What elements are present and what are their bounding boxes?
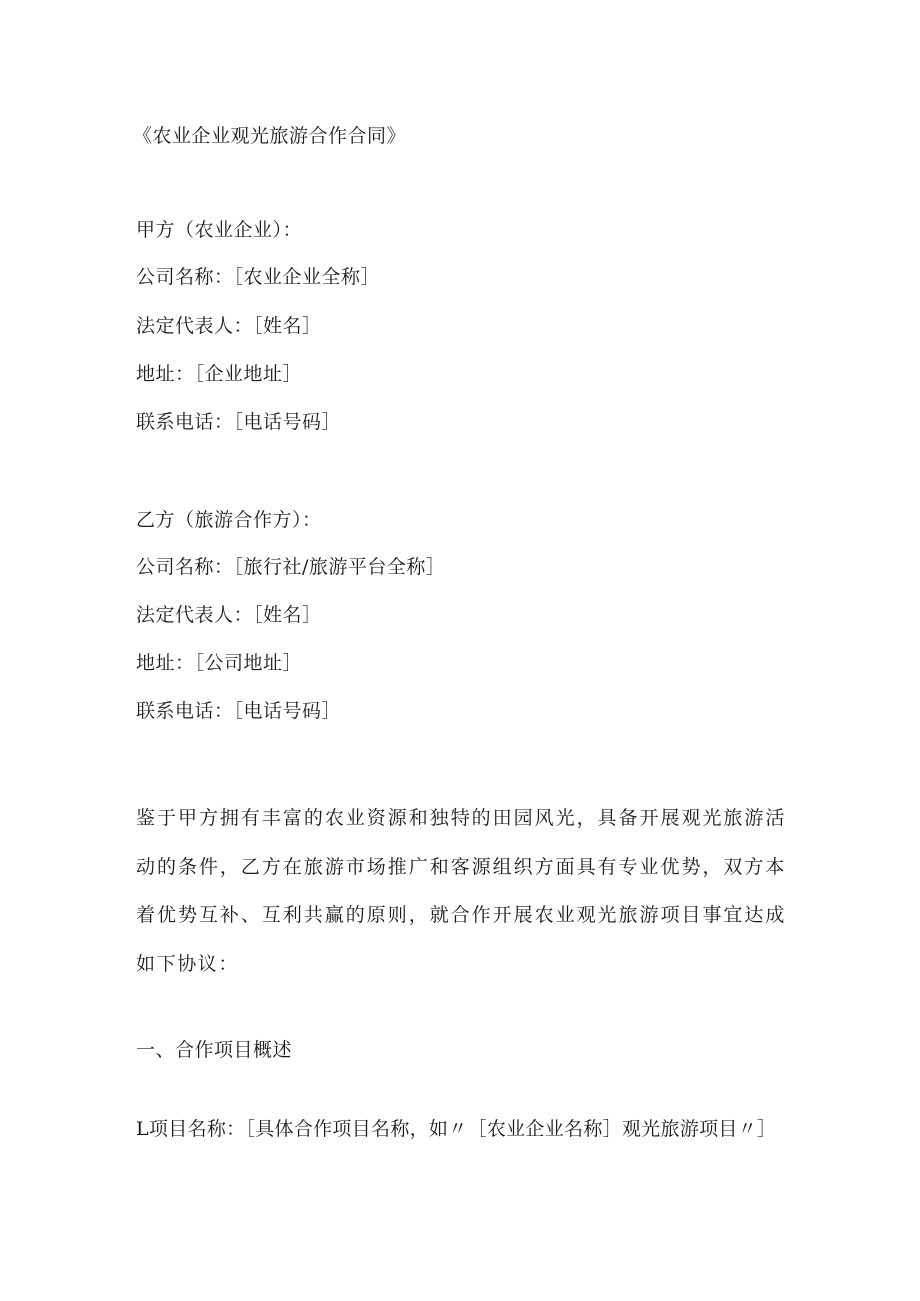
section-1-item-1: L项目名称：［具体合作项目名称，如〃［农业企业名称］观光旅游项目〃］ xyxy=(136,1118,777,1140)
party-b-company: 公司名称：［旅行社/旅游平台全称］ xyxy=(136,556,446,578)
party-b-representative: 法定代表人：［姓名］ xyxy=(136,604,322,626)
party-a-representative: 法定代表人：［姓名］ xyxy=(136,315,322,337)
party-a-phone: 联系电话：［电话号码］ xyxy=(136,411,342,433)
party-b-heading: 乙方（旅游合作方）： xyxy=(136,509,322,531)
party-a-company: 公司名称：［农业企业全称］ xyxy=(136,266,381,288)
preamble-paragraph: 鉴于甲方拥有丰富的农业资源和独特的田园风光，具备开展观光旅游活动的条件，乙方在旅游市场推广和客源组织方面具有专业优势，双方本着优势互补、互利共赢的原则，就合作开展农业观光旅游项目事宜达成如下协议： xyxy=(136,807,786,975)
document-title: 《农业企业观光旅游合作合同》 xyxy=(133,125,407,147)
party-b-address: 地址：［公司地址］ xyxy=(136,652,303,674)
party-a-address: 地址：［企业地址］ xyxy=(136,363,303,385)
section-1-heading: 一、合作项目概述 xyxy=(136,1039,293,1061)
party-a-heading: 甲方（农业企业）： xyxy=(136,219,303,241)
party-b-phone: 联系电话：［电话号码］ xyxy=(136,700,342,722)
